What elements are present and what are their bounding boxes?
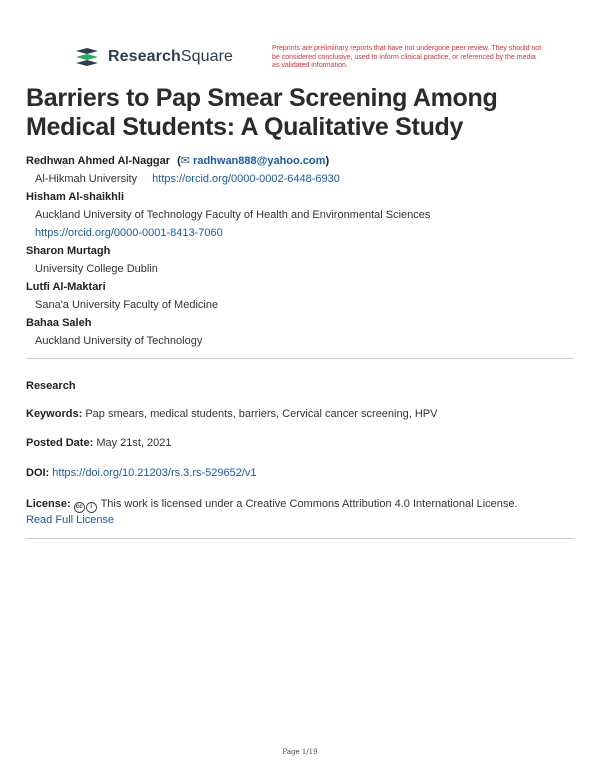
posted-date: Posted Date: May 21st, 2021 xyxy=(26,437,172,449)
author-name: Sharon Murtagh xyxy=(26,245,111,257)
author-affiliation: Al-Hikmah University https://orcid.org/0000-0002-6448-6930 xyxy=(35,173,340,185)
attribution-icon: i xyxy=(86,502,97,513)
author-affiliation: Auckland University of Technology xyxy=(35,335,203,347)
email-link[interactable]: ✉ radhwan888@yahoo.com xyxy=(180,155,326,167)
author-name: Lutfi Al-Maktari xyxy=(26,281,106,293)
logo-text: ResearchSquare xyxy=(108,48,234,65)
orcid-link[interactable]: https://orcid.org/0000-0001-8413-7060 xyxy=(35,227,223,239)
author-affiliation: Auckland University of Technology Faculty of Health and Environmental Sciences xyxy=(35,209,431,221)
author-list xyxy=(26,152,586,350)
article-category: Research xyxy=(26,380,76,392)
author-name: Bahaa Saleh xyxy=(26,317,92,329)
paper-title: Barriers to Pap Smear Screening Among Medical Students: A Qualitative Study xyxy=(26,84,498,141)
author-affiliation: Sana'a University Faculty of Medicine xyxy=(35,299,219,311)
preprint-notice: Preprints are preliminary reports that have not undergone peer review. They should not be considered conclusive, used to inform clinical practice, or referenced by the media as validated information. xyxy=(272,45,542,69)
license: License: cc i This work is licensed under a Creative Commons Attribution 4.0 International License. Read Full License xyxy=(26,498,518,526)
orcid-link[interactable]: https://orcid.org/0000-0002-6448-6930 xyxy=(152,173,340,185)
research-square-logo[interactable] xyxy=(74,47,233,67)
page-number: Page 1/19 xyxy=(282,748,318,756)
author-name: Hisham Al-shaikhli xyxy=(26,191,125,203)
envelope-icon: ✉ xyxy=(180,155,190,167)
header xyxy=(0,0,600,80)
doi: DOI: https://doi.org/10.21203/rs.3.rs-529652/v1 xyxy=(26,467,257,479)
cc-icon: cc xyxy=(74,502,85,513)
divider xyxy=(26,358,574,359)
read-full-license-link[interactable]: Read Full License xyxy=(26,514,115,526)
doi-link[interactable]: https://doi.org/10.21203/rs.3.rs-529652/v1 xyxy=(52,467,257,479)
author-affiliation: University College Dublin xyxy=(35,263,158,275)
research-square-logo-icon xyxy=(74,47,100,67)
author-name: Redhwan Ahmed Al-Naggar (✉ radhwan888@yahoo.com) xyxy=(26,155,330,167)
keywords: Keywords: Pap smears, medical students, barriers, Cervical cancer screening, HPV xyxy=(26,408,438,420)
divider xyxy=(26,538,574,539)
